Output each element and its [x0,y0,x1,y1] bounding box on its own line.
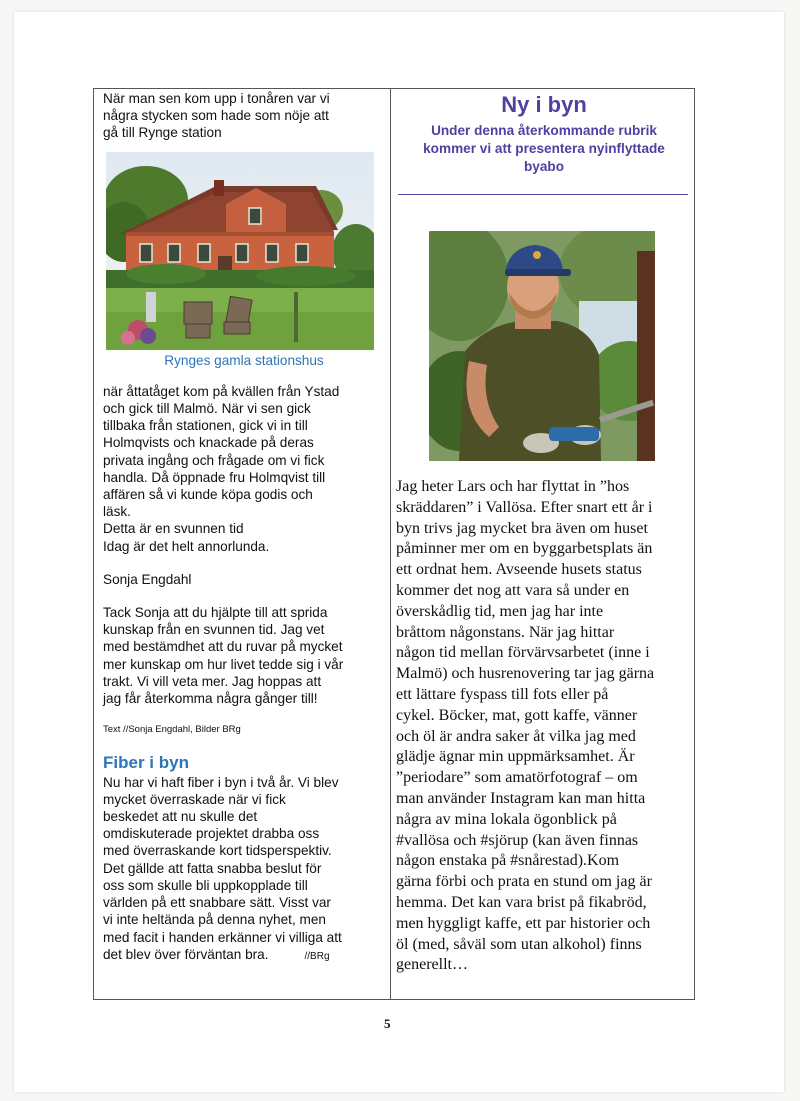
body-line: öl (med, såväl som utan alkohol) finns [396,935,642,953]
column-divider [390,88,391,1000]
fiber-last-text: det blev över förväntan bra. [103,946,269,962]
body-line: någon enstaka på #snårestad).Kom [396,852,620,870]
story-line: Idag är det helt annorlunda. [103,538,270,554]
story-line: och gick till Malmö. När vi sen gick [103,401,311,417]
thanks-line: jag får återkomma några gånger till! [103,691,318,707]
fiber-line: oss som skulle bli uppkopplade till [103,877,308,893]
heading-rule [398,194,688,195]
body-line: byn trivs jag mycket bra även om huset [396,519,648,537]
subtitle-line: Under denna återkommande rubrik [431,123,657,138]
subtitle-line: kommer vi att presentera nyinflyttade [423,141,665,156]
body-line: men hyggligt kaffe, ett par historier och [396,914,651,932]
intro-line: När man sen kom upp i tonåren var vi [103,91,330,106]
body-line: överskådlig tid, men jag har inte [396,602,604,620]
ny-i-byn-heading: Ny i byn [501,92,587,117]
thanks-line: mer kunskap om hur livet tedde sig i vår [103,656,344,672]
intro-line: några stycken som hade som nöje att [103,108,329,124]
body-line: några av mina lokala ögonblick på [396,810,617,828]
story-line: läsk. [103,504,131,520]
body-line: ett ordnat hem. Avseende husets status [396,561,642,579]
fiber-line: mycket överraskade när vi fick [103,791,286,807]
body-line: någon tid mellan förvärvsarbetet (inne i [396,644,650,662]
body-line: bråttom någonstans. När jag hittar [396,623,615,641]
left-column [103,90,385,965]
thanks-line: med bestämdhet att du ruvar på mycket [103,639,343,655]
story-line: privata ingång och frågade om vi fick [103,452,325,468]
body-line: och öl är andra saker åt vilka jag med [396,727,636,745]
body-line: ett lättare fyspass till fots eller på [396,685,609,703]
body-line: cykel. Böcker, mat, gott kaffe, vänner [396,706,638,724]
body-line: hemma. Det kan vara brist på fikabröd, [396,893,647,911]
fiber-line: med facit i handen erkänner vi villiga att [103,929,342,945]
fiber-line: omdiskuterade projektet drabba oss [103,826,320,842]
right-column [396,90,692,976]
body-line: Jag heter Lars och har flyttat in ”hos [396,478,630,495]
fiber-heading: Fiber i byn [103,753,189,773]
author-name: Sonja Engdahl [103,571,192,587]
body-line: påminner mer om en byggarbetsplats än [396,540,653,558]
story-line: Detta är en svunnen tid [103,521,244,537]
thanks-line: trakt. Vi vill veta mer. Jag hoppas att [103,673,322,689]
body-line: #vallösa och #sjörup (kan även finnas [396,831,639,849]
page-number: 5 [384,1016,391,1031]
thanks-paragraph [103,604,385,707]
fiber-line: Nu har vi haft fiber i byn i två år. Vi blev [103,774,339,790]
portrait-photo [429,231,655,461]
presentation-text [396,477,692,976]
fiber-line: Det gällde att fatta snabba beslut för [103,860,322,876]
fiber-line: världen på ett snabbare sätt. Visst var [103,895,331,911]
body-line: gärna förbi och prata en stund om jag är [396,873,652,891]
thanks-line: Tack Sonja att du hjälpte till att sprida [103,605,328,621]
fiber-paragraph [103,774,385,965]
photo-credit: Text //Sonja Engdahl, Bilder BRg [103,724,241,736]
story-line: affären så vi kunde köpa godis och [103,487,313,503]
fiber-last-line [103,946,385,965]
fiber-line: vi inte heltända på denna nyhet, men [103,912,326,928]
story-line: Holmqvists och knackade på deras [103,435,314,451]
body-line: ”periodare” som amatörfotograf – om [396,769,638,787]
body-line: man använder Instagram kan man hitta [396,789,646,807]
subtitle-line: byabo [523,159,565,174]
story-line: tillbaka från stationen, gick vi in till [103,418,308,434]
story-line: när åttatåget kom på kvällen från Ystad [103,383,340,399]
body-line: kommer det nog att vara så under en [396,581,630,599]
body-line: generellt… [396,956,468,974]
station-house-photo [106,152,374,350]
fiber-line: med överraskande kort tidsperspektiv. [103,843,332,859]
body-line: skräddaren” i Vallösa. Efter snart ett år i [396,498,653,516]
ny-i-byn-subtitle [396,122,692,176]
thanks-line: kunskap från en svunnen tid. Jag vet [103,622,325,638]
intro-paragraph [103,90,385,142]
intro-line: gå till Rynge station [103,125,222,141]
story-paragraph [103,383,385,555]
photo-caption: Rynges gamla stationshus [164,352,324,368]
fiber-signature: //BRg [304,950,330,962]
body-line: glädje ägnar min uppmärksamhet. Är [396,748,635,766]
body-line: Malmö) och husrenovering tar jag gärna [396,665,655,683]
story-line: handla. Då öppnade fru Holmqvist till [103,469,326,485]
fiber-line: beskedet att nu skulle det [103,809,258,825]
